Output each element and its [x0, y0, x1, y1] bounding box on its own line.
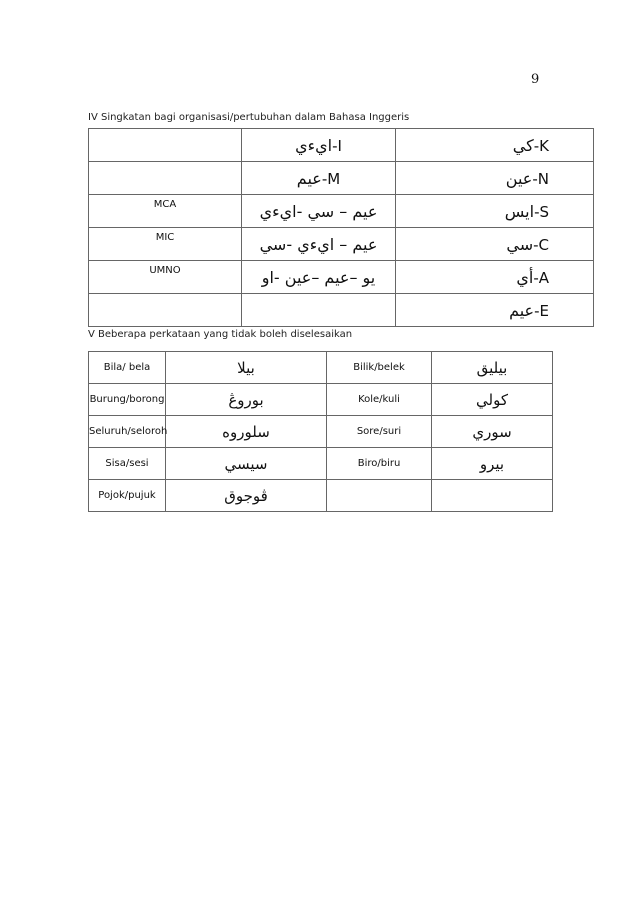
latin-letter: -N [532, 169, 549, 188]
rumi-word-cell: Seluruh/seloroh [89, 416, 166, 448]
org-cell: MIC [89, 228, 242, 261]
latin-letter: -S [534, 202, 549, 221]
jawi-word-cell: سيسي [166, 448, 327, 480]
jawi-text: عيم – سي -ايءي [259, 201, 378, 221]
table-row [89, 162, 594, 195]
jawi-text: ايءي [295, 135, 333, 155]
jawi-word-cell: سوري [432, 416, 553, 448]
page-number: 9 [531, 72, 540, 87]
jawi-text: عين [505, 168, 533, 188]
letter-cell [396, 129, 594, 162]
table-row [89, 294, 594, 327]
word-pair-table [88, 351, 553, 512]
jawi-text: سي [506, 234, 534, 254]
org-cell: UMNO [89, 261, 242, 294]
latin-letter: -M [321, 169, 341, 188]
jawi-text: عيم – ايءي -سي [259, 234, 378, 254]
rumi-word-cell: Biro/biru [327, 448, 432, 480]
letter-cell [396, 162, 594, 195]
jawi-text: أي [516, 267, 534, 287]
jawi-word-cell: ڤوجوق [166, 480, 327, 512]
jawi-spelling-cell [242, 129, 396, 162]
letter-cell [396, 261, 594, 294]
jawi-spelling-cell [242, 228, 396, 261]
latin-letter: -A [533, 268, 549, 287]
jawi-spelling-cell [242, 294, 396, 327]
jawi-spelling-cell [242, 195, 396, 228]
table-row [89, 261, 594, 294]
table-row [89, 448, 553, 480]
section-iv-heading: IV Singkatan bagi organisasi/pertubuhan dalam Bahasa Inggeris [88, 112, 410, 123]
jawi-text: ايس [504, 201, 535, 221]
latin-letter: -E [534, 301, 549, 320]
jawi-spelling-cell [242, 261, 396, 294]
letter-cell [396, 195, 594, 228]
jawi-word-cell: بيليق [432, 352, 553, 384]
rumi-word-cell: Kole/kuli [327, 384, 432, 416]
jawi-word-cell [432, 480, 553, 512]
jawi-text: عيم [509, 300, 535, 320]
jawi-text: كي [512, 135, 534, 155]
jawi-text: يو –عيم –عين -او [261, 267, 376, 287]
jawi-word-cell: سلوروه [166, 416, 327, 448]
org-cell [89, 129, 242, 162]
jawi-text: عيم [296, 168, 322, 188]
table-row [89, 480, 553, 512]
table-row [89, 195, 594, 228]
jawi-word-cell: بيلا [166, 352, 327, 384]
rumi-word-cell: Burung/borong [89, 384, 166, 416]
abbreviation-table [88, 128, 594, 327]
table-row [89, 384, 553, 416]
org-cell: MCA [89, 195, 242, 228]
rumi-word-cell: Bila/ bela [89, 352, 166, 384]
table-row [89, 228, 594, 261]
latin-letter: -C [533, 235, 549, 254]
jawi-spelling-cell [242, 162, 396, 195]
rumi-word-cell: Sore/suri [327, 416, 432, 448]
table-row [89, 416, 553, 448]
org-cell [89, 294, 242, 327]
letter-cell [396, 294, 594, 327]
section-v-heading: V Beberapa perkataan yang tidak boleh diselesaikan [88, 329, 353, 340]
rumi-word-cell: Bilik/belek [327, 352, 432, 384]
jawi-word-cell: كولي [432, 384, 553, 416]
jawi-word-cell: بيرو [432, 448, 553, 480]
org-cell [89, 162, 242, 195]
latin-letter: -K [533, 136, 549, 155]
latin-letter: -I [332, 136, 342, 155]
letter-cell [396, 228, 594, 261]
rumi-word-cell: Pojok/pujuk [89, 480, 166, 512]
jawi-word-cell: بوروڠ [166, 384, 327, 416]
rumi-word-cell: Sisa/sesi [89, 448, 166, 480]
rumi-word-cell [327, 480, 432, 512]
table-row [89, 352, 553, 384]
table-row [89, 129, 594, 162]
